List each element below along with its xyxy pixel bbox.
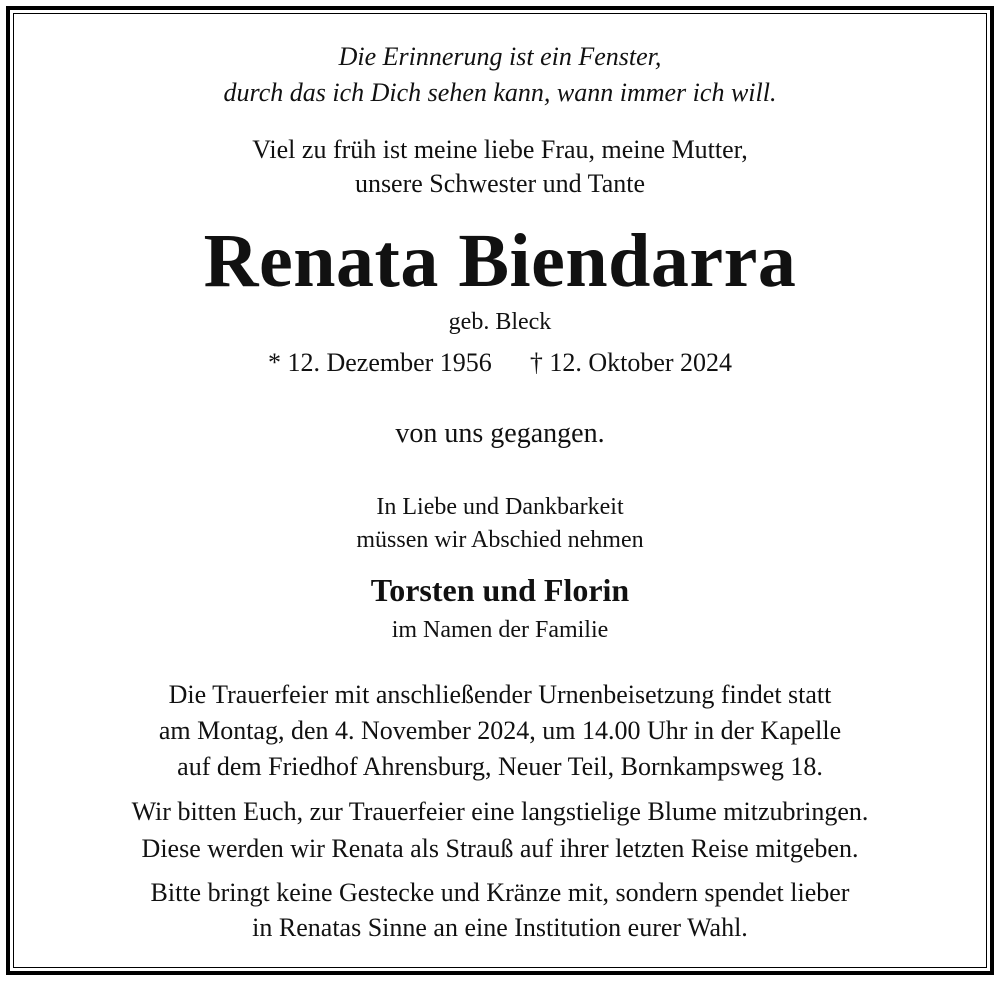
passing-text: von uns gegangen. (395, 418, 605, 449)
motto-line-2: durch das ich Dich sehen kann, wann immer ich will. (223, 78, 777, 107)
intro-line-2: unsere Schwester und Tante (354, 169, 646, 198)
farewell-line-2: müssen wir Abschied nehmen (356, 527, 644, 553)
service-line-1: Die Trauerfeier mit anschließender Urnenbeisetzung findet statt (168, 680, 832, 709)
on-behalf-line: im Namen der Familie (391, 617, 609, 643)
birth-name: geb. Bleck (448, 309, 552, 335)
farewell-line-1: In Liebe und Dankbarkeit (376, 494, 624, 520)
deceased-name: Renata Biendarra (203, 219, 797, 303)
life-dates (0, 348, 1000, 378)
flowers-line-2: Diese werden wir Renata als Strauß auf ihrer letzten Reise mitgeben. (141, 834, 859, 863)
donations-line-1: Bitte bringt keine Gestecke und Kränze mit, sondern spendet lieber (150, 878, 850, 907)
birth-date: * 12. Dezember 1956 (267, 348, 492, 377)
motto-line-1: Die Erinnerung ist ein Fenster, (338, 42, 662, 71)
service-line-3: auf dem Friedhof Ahrensburg, Neuer Teil, Bornkampsweg 18. (177, 752, 823, 781)
mourner-names: Torsten und Florin (370, 572, 630, 608)
death-date: † 12. Oktober 2024 (529, 348, 733, 377)
flowers-line-1: Wir bitten Euch, zur Trauerfeier eine langstielige Blume mitzubringen. (131, 797, 869, 826)
intro-line-1: Viel zu früh ist meine liebe Frau, meine Mutter, (252, 135, 748, 164)
service-line-2: am Montag, den 4. November 2024, um 14.00 Uhr in der Kapelle (158, 716, 842, 745)
donations-line-2: in Renatas Sinne an eine Institution eurer Wahl. (252, 913, 748, 942)
